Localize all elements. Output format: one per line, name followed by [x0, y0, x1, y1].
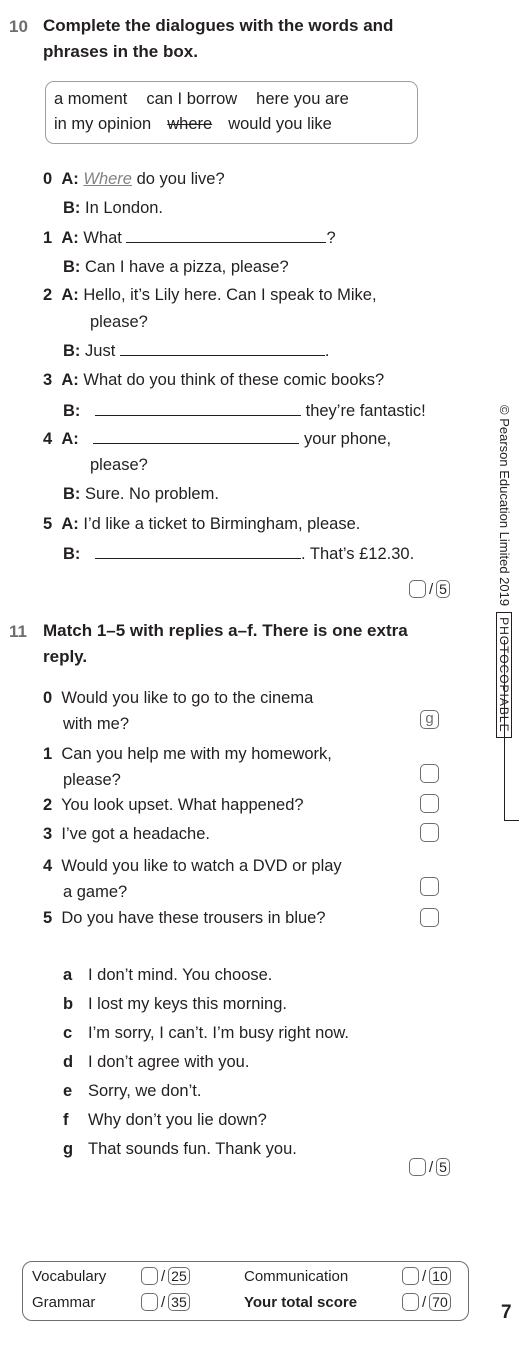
- photocopiable-label: PHOTOCOPIABLE: [496, 612, 512, 737]
- score-label: Grammar: [32, 1293, 96, 1311]
- dialogue-text: they’re fantastic!: [305, 402, 426, 420]
- dialogue-text: Can I have a pizza, please?: [85, 258, 289, 276]
- dialogue-1-b: [63, 258, 289, 277]
- dialogue-text: I’d like a ticket to Birmingham, please.: [83, 515, 361, 533]
- answer-blank[interactable]: [95, 544, 301, 559]
- score-input-box[interactable]: [402, 1293, 419, 1311]
- answer-box[interactable]: [420, 764, 439, 783]
- dialogue-text: In London.: [85, 199, 164, 217]
- score-slash: /: [429, 1158, 434, 1176]
- question-text: Would you like to go to the cinema: [61, 689, 314, 707]
- speaker-b: B:: [63, 258, 81, 276]
- question-text: You look upset. What happened?: [61, 796, 304, 814]
- word-item: would you like: [228, 115, 332, 133]
- reply-text: Sorry, we don’t.: [88, 1082, 202, 1100]
- dialogue-5-a: [43, 515, 360, 534]
- reply-text: I’m sorry, I can’t. I’m busy right now.: [88, 1024, 350, 1042]
- reply-text: Why don’t you lie down?: [88, 1111, 267, 1129]
- question-5: [43, 909, 326, 928]
- answer-box[interactable]: [420, 823, 439, 842]
- question-4: [43, 853, 342, 905]
- dialogue-3-b: [63, 401, 426, 421]
- dialogue-0-b: [63, 199, 163, 218]
- answer-box[interactable]: [420, 877, 439, 896]
- page-number: 7: [501, 1302, 512, 1323]
- dialogue-text: Just: [85, 342, 116, 360]
- answer-blank[interactable]: [93, 429, 299, 444]
- word-item: a moment: [54, 90, 128, 108]
- score-total: 25: [168, 1267, 190, 1285]
- speaker-b: B:: [63, 485, 81, 503]
- item-number: 0: [43, 170, 53, 188]
- speaker-b: B:: [63, 402, 81, 420]
- score-slash: /: [422, 1267, 427, 1285]
- score-total: 10: [429, 1267, 451, 1285]
- question-text: Can you help me with my homework,: [61, 745, 332, 763]
- reply-item: [63, 1019, 349, 1048]
- exercise-11-score: [409, 1158, 450, 1176]
- dialogue-text: please?: [90, 313, 148, 331]
- word-box-row-2: [54, 115, 332, 134]
- answer-blank[interactable]: [126, 228, 326, 243]
- question-text: with me?: [63, 715, 130, 733]
- reply-item: [63, 1135, 349, 1164]
- speaker-a: A:: [61, 229, 79, 247]
- example-answer: Where: [83, 170, 132, 188]
- score-label: Communication: [244, 1267, 349, 1285]
- dialogue-text: your phone,: [303, 430, 392, 448]
- exercise-10-number: 10: [9, 17, 28, 36]
- score-label: Your total score: [244, 1293, 358, 1311]
- dialogue-4-b: [63, 485, 219, 504]
- dialogue-text: please?: [90, 456, 148, 474]
- dialogue-2-b: [63, 341, 329, 361]
- item-number: 0: [43, 689, 53, 707]
- grammar-score: [32, 1293, 190, 1311]
- word-item-struck: where: [167, 115, 213, 133]
- item-number: 1: [43, 745, 53, 763]
- question-text: please?: [63, 771, 121, 789]
- answer-blank[interactable]: [120, 341, 325, 356]
- total-score: [244, 1293, 451, 1311]
- question-text: Would you like to watch a DVD or play: [61, 857, 342, 875]
- dialogue-text: . That’s £12.30.: [301, 545, 415, 563]
- score-input-box[interactable]: [141, 1293, 158, 1311]
- replies-list: [63, 961, 349, 1164]
- vocabulary-score: [32, 1267, 190, 1285]
- score-label: Vocabulary: [32, 1267, 107, 1285]
- dialogue-0-a: [43, 170, 225, 189]
- speaker-a: A:: [61, 286, 79, 304]
- reply-item: [63, 990, 349, 1019]
- speaker-b: B:: [63, 545, 81, 563]
- reply-letter: e: [63, 1082, 73, 1100]
- score-input-box[interactable]: [409, 580, 426, 598]
- score-input-box[interactable]: [402, 1267, 419, 1285]
- dialogue-text: What: [83, 229, 122, 247]
- reply-letter: a: [63, 966, 73, 984]
- speaker-a: A:: [61, 170, 79, 188]
- score-slash: /: [161, 1293, 166, 1311]
- dialogue-text: .: [324, 342, 330, 360]
- dialogue-text: Sure. No problem.: [85, 485, 219, 503]
- dialogue-1-a: [43, 228, 336, 248]
- score-slash: /: [161, 1267, 166, 1285]
- item-number: 5: [43, 909, 53, 927]
- dialogue-text: What do you think of these comic books?: [83, 371, 385, 389]
- item-number: 3: [43, 371, 53, 389]
- score-slash: /: [422, 1293, 427, 1311]
- item-number: 5: [43, 515, 53, 533]
- dialogue-4-a: [43, 429, 391, 449]
- question-3: [43, 825, 210, 844]
- answer-blank[interactable]: [95, 401, 301, 416]
- question-text: Do you have these trousers in blue?: [61, 909, 326, 927]
- exercise-11-number: 11: [9, 622, 27, 641]
- item-number: 3: [43, 825, 53, 843]
- instruction-line: phrases in the box.: [43, 42, 198, 61]
- communication-score: [244, 1267, 451, 1285]
- speaker-a: A:: [61, 371, 79, 389]
- exercise-11-instruction: [43, 618, 408, 670]
- answer-box-example: g: [420, 710, 439, 729]
- reply-letter: b: [63, 995, 74, 1013]
- word-item: can I borrow: [146, 90, 238, 108]
- copyright-text: © Pearson Education Limited 2019: [497, 405, 512, 607]
- score-input-box[interactable]: [141, 1267, 158, 1285]
- speaker-b: B:: [63, 342, 81, 360]
- item-number: 2: [43, 286, 53, 304]
- exercise-10-instruction: [43, 13, 393, 65]
- question-1: [43, 741, 332, 793]
- score-total: 5: [436, 580, 450, 598]
- reply-letter: d: [63, 1053, 74, 1071]
- dialogue-text: Hello, it’s Lily here. Can I speak to Mike,: [83, 286, 377, 304]
- speaker-b: B:: [63, 199, 81, 217]
- word-item: here you are: [256, 90, 349, 108]
- reply-item: [63, 1106, 349, 1135]
- dialogue-5-b: [63, 544, 414, 564]
- side-copyright: [496, 405, 512, 738]
- question-2: [43, 796, 304, 815]
- exercise-10-score: [409, 580, 450, 598]
- instruction-line: Match 1–5 with replies a–f. There is one extra: [43, 621, 408, 640]
- dialogue-text: ?: [326, 229, 336, 247]
- reply-letter: f: [63, 1111, 69, 1129]
- score-total: 70: [429, 1293, 451, 1311]
- speaker-a: A:: [61, 515, 79, 533]
- item-number: 4: [43, 430, 53, 448]
- reply-item: [63, 1048, 349, 1077]
- question-text: a game?: [63, 883, 128, 901]
- answer-box[interactable]: [420, 794, 439, 813]
- reply-text: That sounds fun. Thank you.: [88, 1140, 297, 1158]
- dialogue-text: do you live?: [136, 170, 225, 188]
- instruction-line: Complete the dialogues with the words and: [43, 16, 394, 35]
- reply-item: [63, 961, 349, 990]
- word-item: in my opinion: [54, 115, 152, 133]
- dialogue-3-a: [43, 371, 384, 390]
- item-number: 4: [43, 857, 53, 875]
- dialogue-2-a: [43, 286, 377, 305]
- score-slash: /: [429, 580, 434, 598]
- word-box-row-1: [54, 90, 349, 109]
- reply-text: I don’t mind. You choose.: [88, 966, 273, 984]
- instruction-line: reply.: [43, 647, 88, 666]
- reply-item: [63, 1077, 349, 1106]
- question-0: [43, 685, 313, 737]
- item-number: 1: [43, 229, 53, 247]
- reply-letter: g: [63, 1140, 74, 1158]
- answer-box[interactable]: [420, 908, 439, 927]
- reply-text: I don’t agree with you.: [88, 1053, 250, 1071]
- score-total: 35: [168, 1293, 190, 1311]
- item-number: 2: [43, 796, 53, 814]
- reply-text: I lost my keys this morning.: [88, 995, 287, 1013]
- score-total: 5: [436, 1158, 450, 1176]
- reply-letter: c: [63, 1024, 73, 1042]
- score-input-box[interactable]: [409, 1158, 426, 1176]
- question-text: I’ve got a headache.: [61, 825, 210, 843]
- speaker-a: A:: [61, 430, 79, 448]
